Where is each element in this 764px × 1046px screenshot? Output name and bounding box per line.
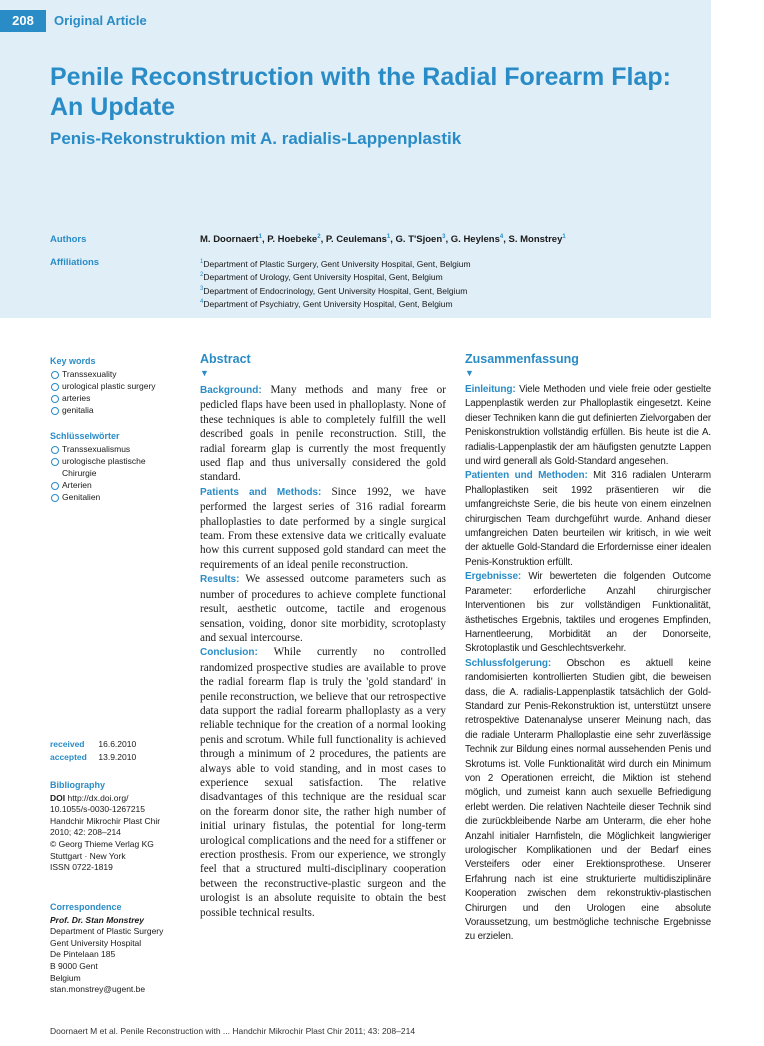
abstract-section [465,469,711,570]
author-name: M. Doornaert [200,234,259,246]
keywords-heading: Key words [50,356,96,366]
abstract-section [465,657,711,945]
section-label: Background: [200,385,262,396]
keyword-item: urological plastic surgery [50,380,190,392]
abstract-section [465,570,711,656]
keyword-de-item: Genitalien [50,491,190,503]
author-name: S. Monstrey [508,234,563,246]
section-label: Original Article [54,13,147,28]
correspondence-email[interactable]: stan.monstrey@ugent.be [50,984,146,995]
correspondence-block [50,902,190,996]
doi-line [50,793,190,805]
section-label: Patienten und Methoden: [465,470,588,482]
keyword-item: arteries [50,392,190,404]
section-text: We assessed outcome parameters such as number of procedures to achieve complete functional result, aesthetic outcome, tactile and erogenous sensation, voiding, donor site morbidity, scrotoplasty and sexual intercourse. [200,573,446,644]
down-arrow-icon: ▼ [465,368,474,378]
keywords-list [50,368,190,416]
affiliation-text: Department of Plastic Surgery, Gent University Hospital, Gent, Belgium [203,258,471,269]
keyword-item: genitalia [50,404,190,416]
accepted-label: accepted [50,752,87,762]
abstract-section [200,383,446,485]
received-label: received [50,739,85,749]
correspondence-heading: Correspondence [50,902,122,912]
affiliation-sup: 4 [200,298,204,305]
correspondence-line: De Pintelaan 185 [50,949,116,960]
section-text: Mit 316 radialen Unterarm Phalloplastiken seit 1992 präsentieren wir die umfangreichste Serie, die bis heute von einem einzelnen chirurgischen Team durchgeführt wurde. Anhand dieser umfangreichen Daten beurteilen wir kritisch, in wie weit der aktuelle Gold-Standard die Erfordernisse einer idealen Penis-Konstruktion erfüllt. [465,470,712,568]
author-sup: 2 [317,234,321,240]
affiliation-text: Department of Urology, Gent University Hospital, Gent, Belgium [203,272,443,283]
section-label: Ergebnisse: [465,571,522,583]
section-label: Results: [200,574,240,586]
affiliation-sup: 1 [200,259,204,265]
journal-name: Handchir Mikrochir Plast Chir [50,815,161,826]
author-sup: 4 [499,234,504,240]
page-number: 208 [0,10,46,32]
author-sup: 3 [442,234,446,240]
received-date: 16.6.2010 [98,739,137,749]
correspondence-line: Department of Plastic Surgery [50,926,164,937]
section-label: Conclusion: [200,647,258,659]
affiliation-sup: 2 [200,272,204,279]
keyword-de-text: urologische plastische [62,456,146,466]
section-text: Many methods and many free or pedicled flaps have been used in phalloplasty. None of these techniques is able to completely fulfill the well described goals in penile reconstruction. Still, the radial forearm glap is currently the most frequently used flap and thus universally considered the gold standard. [200,384,446,484]
author-sup: 1 [258,234,262,240]
author-name: P. Hoebeke [267,234,318,246]
doi-label: DOI [50,792,66,803]
author-sup: 1 [562,234,566,240]
page-footer-citation: Doornaert M et al. Penile Reconstruction with ... Handchir Mikrochir Plast Chir 2011; 43: 208–214 [50,1026,416,1036]
correspondence-line: B 9000 Gent [50,960,98,971]
keyword-de-item: Transsexualismus [50,443,190,455]
sidebar [50,355,190,517]
section-label: Patients and Methods: [200,486,322,498]
keywords-de-heading: Schlüsselwörter [50,431,120,441]
keyword-de-item: Arterien [50,479,190,491]
author-name: G. T'Sjoen [395,234,443,246]
correspondence-line: Belgium [50,972,81,983]
affiliation-item [200,257,471,270]
bibliography-heading: Bibliography [50,780,106,790]
article-title: Penile Reconstruction with the Radial Forearm Flap: An Update [50,63,671,121]
section-text: Since 1992, we have performed the largest series of 316 radial forearm phalloplasties to date performed by a single surgical team. From these extensive data we critically evaluate how this current supposed gold standard can meet the requirements of an ideal penile reconstruction. [200,485,446,571]
affiliation-sup: 3 [200,285,204,292]
keyword-de-cont: Chirurgie [62,468,97,478]
affiliation-text: Department of Psychiatry, Gent University Hospital, Gent, Belgium [203,298,453,309]
abstract-heading: Abstract [200,352,251,366]
zusammenfassung-body [465,383,711,945]
zusammenfassung-heading: Zusammenfassung [465,352,579,366]
affiliation-list [200,257,471,310]
accepted-date: 13.9.2010 [98,752,137,762]
section-label: Schlussfolgerung: [465,657,552,669]
keywords-de-list [50,443,190,503]
article-subtitle: Penis-Rekonstruktion mit A. radialis-Lappenplastik [50,129,462,148]
section-text: Obschon es aktuell keine randomisierten kontrollierten Studien gibt, die beweisen dass, die A. radialis-Lappenplastik tatsächlich der Gold-Standard zur Penis-Rekonstruktion ist, unterstützt unsere retrospektive Datenanalyse unserer Meinung nach, das die radiale Unterarm Phalloplastie eine sehr zuverlässige Technik zur Bildung eines normal aussehenden Penis und Skrotums ist. Volle Funktionalität wird durch ein Minimum von 2 Operationen erreicht, die Miktion ist stehend möglich, und zumeist kann auch sexuelle Befriedigung erlebt werden. Die relativen Nachteile dieser Technik sind die zurückbleibende Narbe am Unterarm, die eher hohe Anzahl initialer Harnfisteln, die Möglichkeit langwieriger urologischer Komplikationen und der Bedarf eines Versteifers oder einer Erektionsprothese. Unserer Erfahrung nach ist eine strukturierte multidisziplinäre Kooperation zwischen dem rekonstruktiv-plastischen Chirurgen und den Urologen eine absolute Voraussetzung, um bestmögliche technische Ergebnisse zu erzielen. [465,657,712,943]
affiliation-text: Department of Endocrinology, Gent University Hospital, Gent, Belgium [203,285,468,296]
copyright: © Georg Thieme Verlag KG [50,838,154,849]
issn: ISSN 0722-1819 [50,862,113,873]
keyword-item: Transsexuality [50,368,190,380]
abstract-section [200,485,446,572]
abstract-german [465,352,711,945]
abstract-body [200,383,446,920]
affiliation-item [200,284,471,297]
author-list: M. Doornaert$^1$, P. Hoebeke$^2$, P. Ceulemans$^1$, G. T'Sjoen$^3$, G. Heylens$^4$, S. Monstrey$^1$ [200,234,566,246]
abstract-english [200,352,446,920]
affiliation-item [200,270,471,283]
journal-issue: 2010; 42: 208–214 [50,827,121,838]
authors-label: Authors [50,234,87,245]
down-arrow-icon: ▼ [200,368,209,378]
article-dates [50,738,136,764]
author-name: P. Ceulemans [325,234,387,246]
accepted-row [50,751,136,764]
abstract-section [200,572,446,645]
doi-value: 10.1055/s-0030-1267215 [50,804,145,815]
author-name: G. Heylens [450,234,500,246]
section-text: Wir bewerteten die folgenden Outcome Parameter: erforderliche Anzahl chirurgischer Interventionen bis zur vollständigen Funktionalität, ästhetisches Ergebnis, taktiles und erogenes Empfinden, Harnentleerung, Morbidität an der Donorseite, Skrotoplastik und Geschlechtsverkehr. [465,571,711,655]
section-text: Viele Methoden und viele freie oder gestielte Lappenplastik werden zur Phalloplastik eingesetzt. Keine dieser Techniken kann die gut definierten Zielvorgaben der Peniskonstruktion vollständig erfüllen. Bis heute ist die A. radialis-Lappenplastik der am häufigsten genutzte Lappen und wird generall als Gold-Standard angesehen. [465,384,711,468]
section-label: Einleitung: [465,384,516,395]
correspondence-name: Prof. Dr. Stan Monstrey [50,914,144,925]
affiliations-label: Affiliations [50,257,100,268]
abstract-section [465,383,711,469]
section-text: While currently no controlled randomized prospective studies are available to prove the radial forearm flap is truly the 'gold standard' in penile reconstruction, we believe that our retrospective data support the radial forearm phalloplasty as a very reliable technique for the creation of a normal looking penis and scrotum. While full functionality is achieved through a minimum of 2 procedures, the patients are always able to void standing, and in most cases to experience sexual satisfaction. The relative disadvantages of this technique are the residual scar on the forearm donor site, the rather high number of initial urinary fistulas, the potential for long-term urological complications and the need for a stiffener or erection prosthesis. From our experience, we strongly feel that a structured multi-disciplinary cooperation between the reconstructive-plastic surgeon and the urologist is an absolute requisite to obtain the best possible technical results. [200,646,446,919]
bibliography-block [50,780,190,874]
abstract-section [200,645,446,920]
correspondence-line: Gent University Hospital [50,937,142,948]
publisher-place: Stuttgart · New York [50,850,126,861]
affiliation-item [200,297,471,310]
doi-link[interactable]: http://dx.doi.org/ [67,792,129,803]
received-row [50,738,136,751]
keyword-de-item [50,455,190,479]
author-sup: 1 [386,234,391,240]
